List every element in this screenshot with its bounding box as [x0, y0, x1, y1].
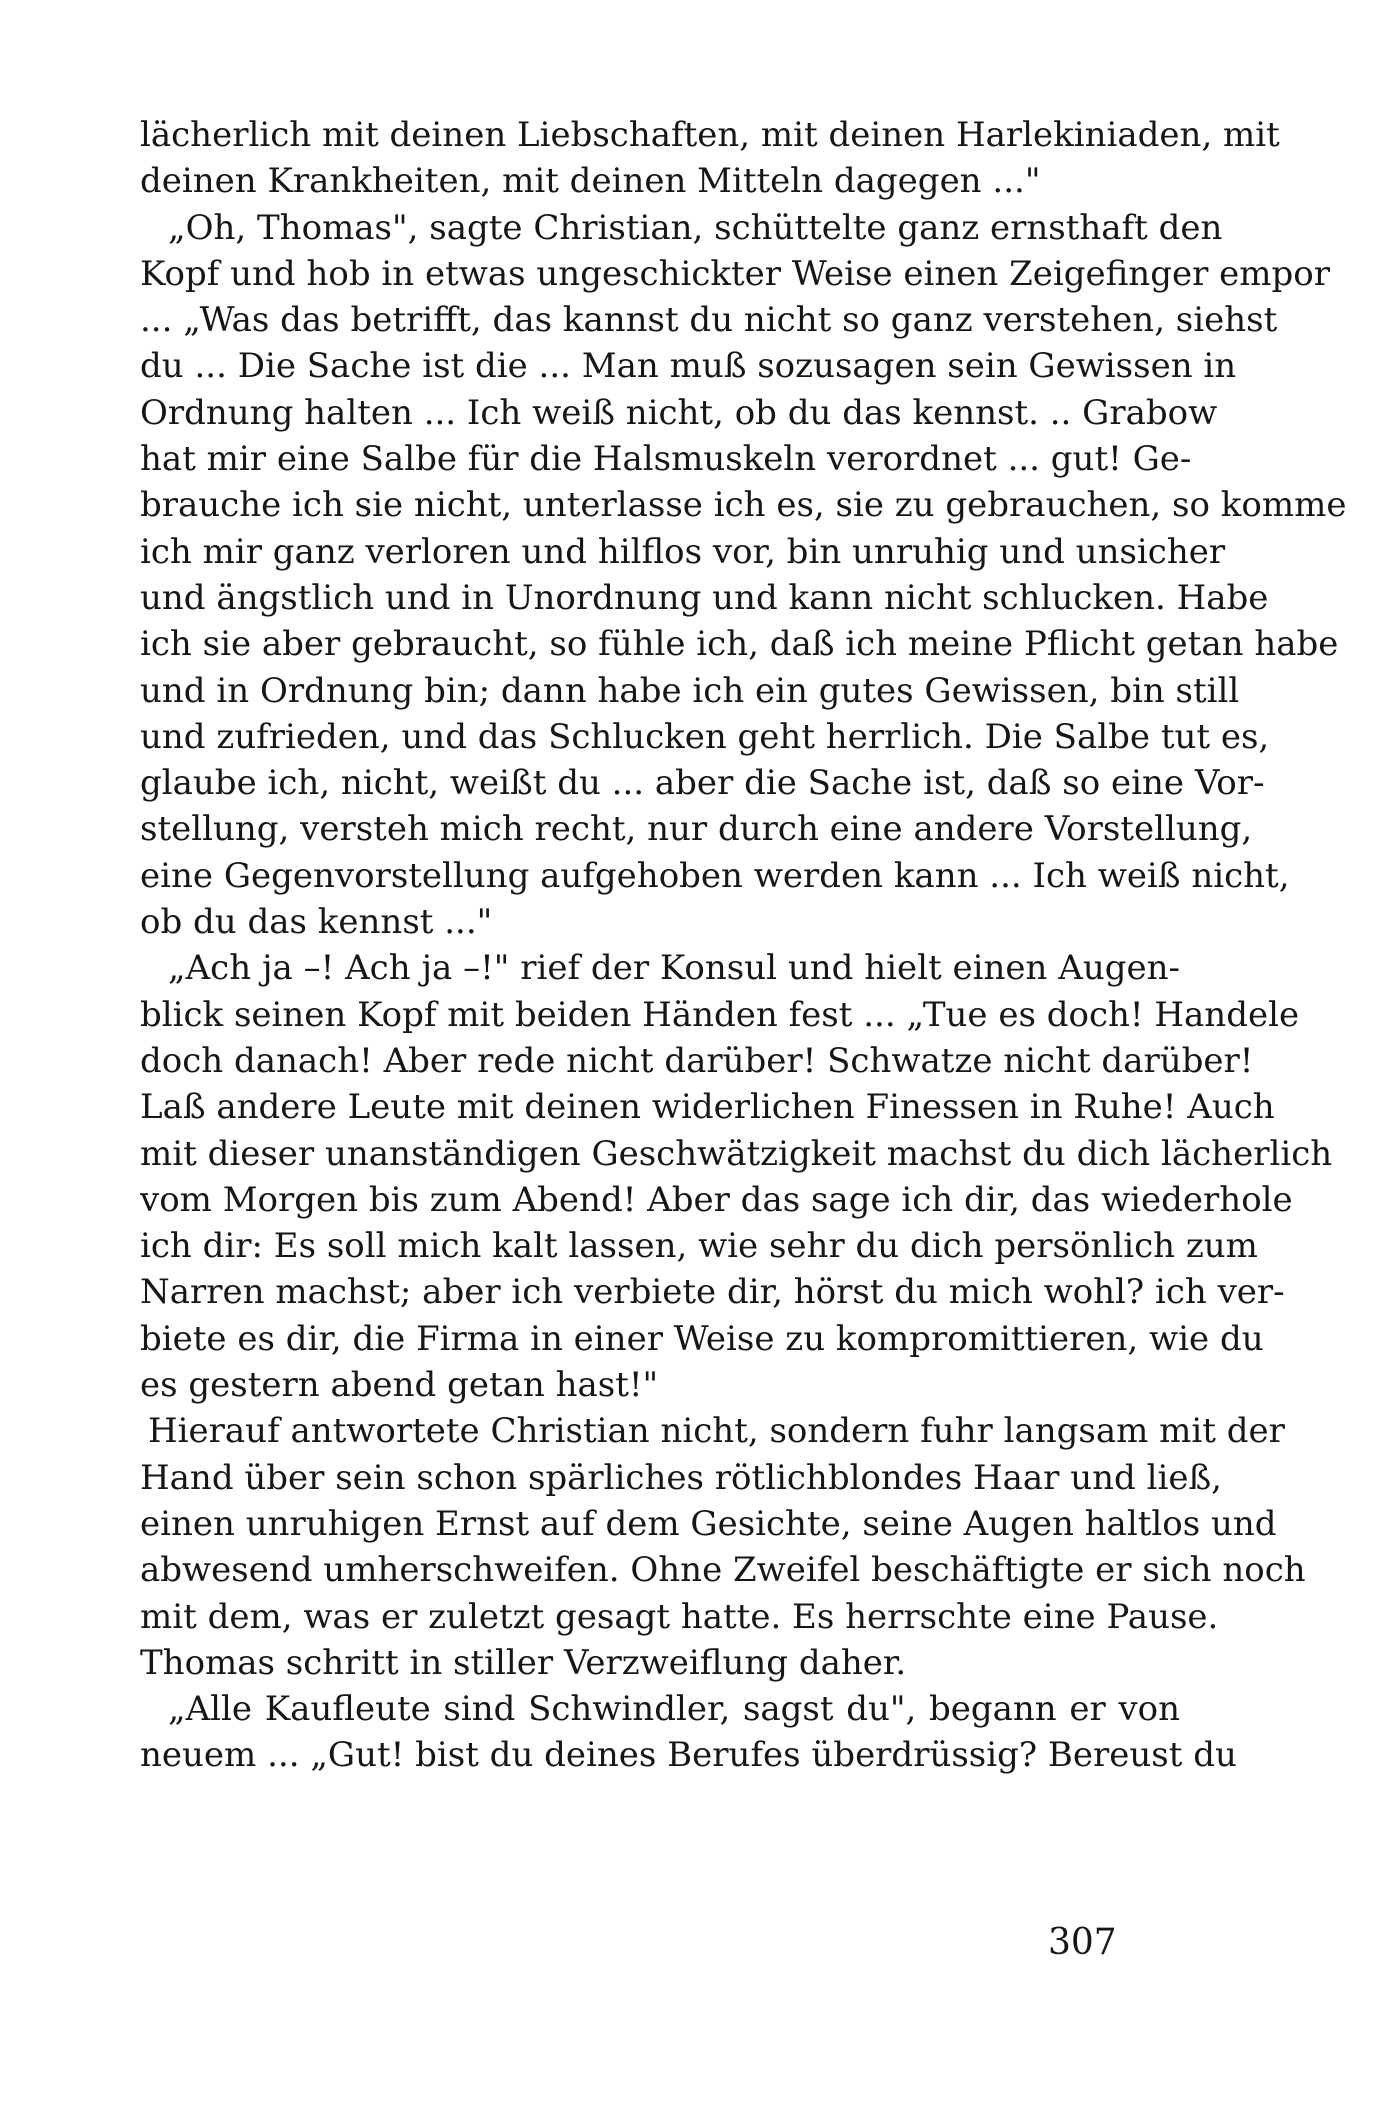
- text-line: neuem ... „Gut! bist du deines Berufes überdrüssig? Bereust du: [140, 1735, 1237, 1776]
- paragraph-start-line: „Oh, Thomas", sagte Christian, schüttelte ganz ernsthaft den: [168, 207, 1223, 248]
- text-line: biete es dir, die Firma in einer Weise zu kompromittieren, wie du: [140, 1318, 1264, 1359]
- text-line: ich sie aber gebraucht, so fühle ich, daß ich meine Pflicht getan habe: [140, 624, 1339, 665]
- text-line: ich dir: Es soll mich kalt lassen, wie sehr du dich persönlich zum: [140, 1226, 1258, 1267]
- text-line: blick seinen Kopf mit beiden Händen fest ... „Tue es doch! Handele: [140, 994, 1300, 1035]
- text-line: vom Morgen bis zum Abend! Aber das sage ich dir, das wiederhole: [140, 1179, 1293, 1220]
- text-line: Laß andere Leute mit deinen widerlichen Finessen in Ruhe! Auch: [140, 1087, 1275, 1128]
- text-line: doch danach! Aber rede nicht darüber! Schwatze nicht darüber!: [140, 1040, 1254, 1081]
- text-line: mit dieser unanständigen Geschwätzigkeit machst du dich lächerlich: [140, 1133, 1333, 1174]
- body-text: [140, 112, 1347, 1779]
- page-number: 307: [1048, 1922, 1117, 1963]
- text-line: du ... Die Sache ist die ... Man muß sozusagen sein Gewissen in: [140, 346, 1237, 387]
- text-line: deinen Krankheiten, mit deinen Mitteln dagegen ...": [140, 161, 1041, 202]
- text-line: Hand über sein schon spärliches rötlichblondes Haar und ließ,: [140, 1457, 1222, 1498]
- text-line: Narren machst; aber ich verbiete dir, hörst du mich wohl? ich ver-: [140, 1272, 1285, 1313]
- text-line: eine Gegenvorstellung aufgehoben werden kann ... Ich weiß nicht,: [140, 855, 1290, 896]
- text-line: mit dem, was er zuletzt gesagt hatte. Es herrschte eine Pause.: [140, 1596, 1219, 1637]
- text-line: hat mir eine Salbe für die Halsmuskeln verordnet ... gut! Ge-: [140, 439, 1192, 480]
- text-line: Kopf und hob in etwas ungeschickter Weise einen Zeigefinger empor: [140, 253, 1330, 294]
- text-line: ich mir ganz verloren und hilflos vor, bin unruhig und unsicher: [140, 531, 1226, 572]
- text-line: ob du das kennst ...": [140, 902, 493, 943]
- text-line: lächerlich mit deinen Liebschaften, mit deinen Harlekiniaden, mit: [140, 115, 1280, 155]
- text-line: einen unruhigen Ernst auf dem Gesichte, seine Augen haltlos und: [140, 1503, 1277, 1544]
- paragraph-start-line: „Alle Kaufleute sind Schwindler, sagst du", begann er von: [168, 1689, 1180, 1730]
- text-line: und ängstlich und in Unordnung und kann nicht schlucken. Habe: [140, 577, 1269, 618]
- text-line: und in Ordnung bin; dann habe ich ein gutes Gewissen, bin still: [140, 670, 1240, 711]
- text-line: es gestern abend getan hast!": [140, 1365, 659, 1406]
- text-line: Ordnung halten ... Ich weiß nicht, ob du das kennst. .. Grabow: [140, 392, 1218, 433]
- text-line: Thomas schritt in stiller Verzweiflung daher.: [140, 1642, 907, 1683]
- text-line: ... „Was das betrifft, das kannst du nicht so ganz verstehen, siehst: [140, 300, 1278, 341]
- text-line: stellung, versteh mich recht, nur durch eine andere Vorstellung,: [140, 809, 1253, 850]
- text-line: und zufrieden, und das Schlucken geht herrlich. Die Salbe tut es,: [140, 716, 1270, 757]
- text-line: abwesend umherschweifen. Ohne Zweifel beschäftigte er sich noch: [140, 1550, 1306, 1591]
- text-line: glaube ich, nicht, weißt du ... aber die Sache ist, daß so eine Vor-: [140, 763, 1265, 804]
- text-line: brauche ich sie nicht, unterlasse ich es, sie zu gebrauchen, so komme: [140, 485, 1347, 526]
- paragraph-start-line: Hierauf antwortete Christian nicht, sondern fuhr langsam mit der: [148, 1411, 1285, 1452]
- paragraph-start-line: „Ach ja –! Ach ja –!" rief der Konsul und hielt einen Augen-: [168, 948, 1180, 989]
